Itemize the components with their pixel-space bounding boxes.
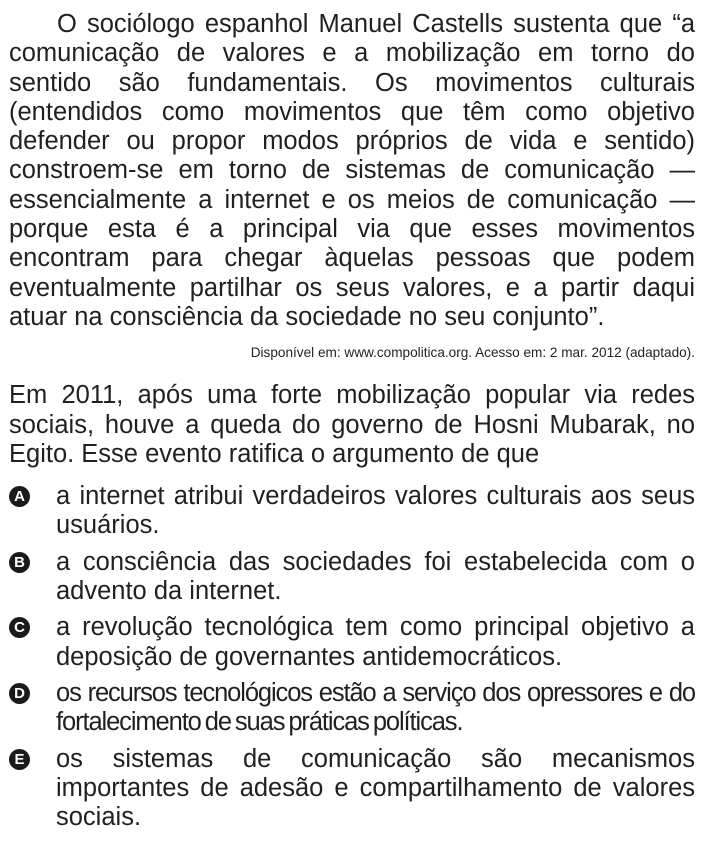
question-stem: Em 2011, após uma forte mobilização popular via redes sociais, houve a queda do governo de Hosni Mubarak, no Egito. Esse evento ratifica o argumento de que [9,381,695,468]
option-a-badge: A [9,486,30,507]
option-d-text: os recursos tecnológicos estão a serviço dos opressores e do fortalecimento de suas práticas políticas. [56,678,695,737]
answer-options [9,482,695,832]
passage-text: O sociólogo espanhol Manuel Castells sustenta que “a comunicação de valores e a mobilização em torno do sentido são fundamentais. Os movimentos culturais (entendidos como movimentos que têm como objetivo defender ou propor modos próprios de vida e sentido) constroem-se em torno de sistemas de comunicação — essencialmente a internet e os meios de comunicação — porque esta é a principal via que esses movimentos encontram para chegar àquelas pessoas que podem eventualmente partilhar os seus valores, e a partir daqui atuar na consciência da sociedade no seu conjunto”. [9,10,695,331]
option-c-text: a revolução tecnológica tem como principal objetivo a deposição de governantes antidemocráticos. [56,613,695,671]
option-e-text: os sistemas de comunicação são mecanismos importantes de adesão e compartilhamento de valores sociais. [56,744,695,832]
option-e-badge: E [9,749,30,770]
option-a[interactable] [9,482,695,541]
source-citation: Disponível em: www.compolitica.org. Acesso em: 2 mar. 2012 (adaptado). [250,345,695,361]
option-c-badge: C [9,617,30,638]
option-b-badge: B [9,552,30,573]
option-d[interactable] [9,679,695,738]
option-c[interactable] [9,613,695,672]
option-b[interactable] [9,548,695,607]
option-b-text: a consciência das sociedades foi estabelecida com o advento da internet. [56,547,695,606]
option-e[interactable] [9,745,695,833]
option-a-text: a internet atribui verdadeiros valores culturais aos seus usuários. [56,482,695,540]
option-d-badge: D [9,683,30,704]
